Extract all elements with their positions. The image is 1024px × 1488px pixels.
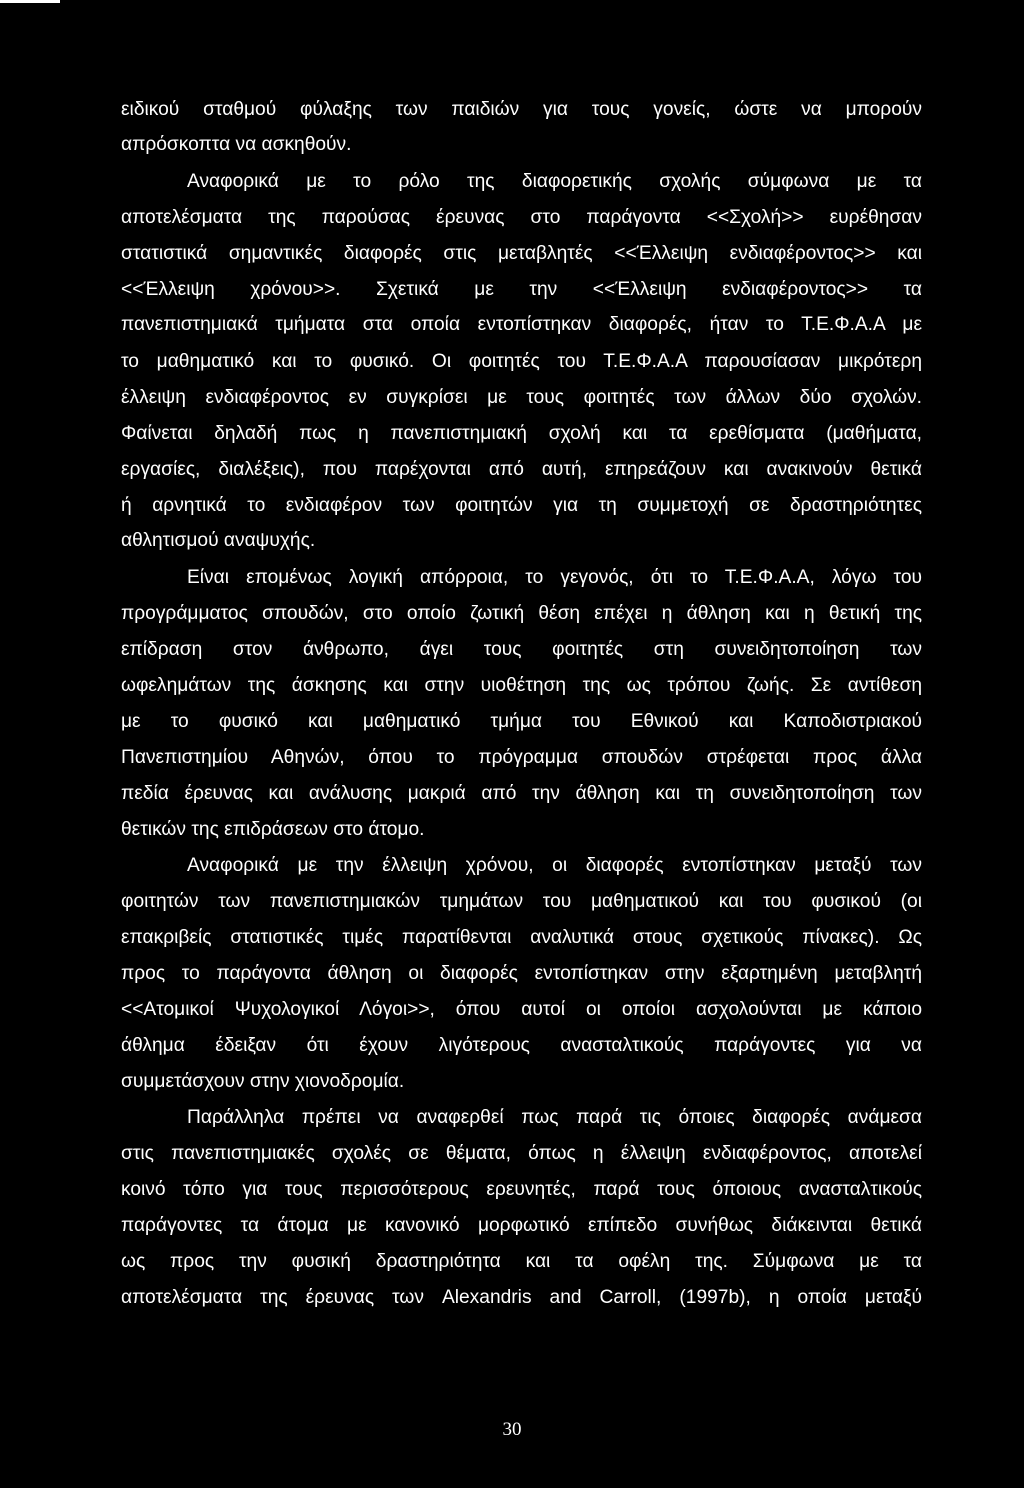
text-line: αποτελέσματα της έρευνας των Alexandris and Carroll, (1997b), η οποία μεταξύ bbox=[121, 1287, 922, 1308]
text-line: πεδία έρευνας και ανάλυσης μακριά από την άθληση και τη συνειδητοποίηση των bbox=[121, 783, 922, 804]
scan-edge-mark bbox=[0, 0, 60, 3]
text-line: ειδικού σταθμού φύλαξης των παιδιών για τους γονείς, ώστε να μπορούν bbox=[121, 99, 922, 120]
text-line: πανεπιστημιακά τμήματα στα οποία εντοπίστηκαν διαφορές, ήταν το Τ.Ε.Φ.Α.Α με bbox=[121, 314, 922, 335]
text-line: ωφελημάτων της άσκησης και στην υιοθέτηση της ως τρόπου ζωής. Σε αντίθεση bbox=[121, 675, 922, 696]
text-line: <<Ατομικοί Ψυχολογικοί Λόγοι>>, όπου αυτοί οι οποίοι ασχολούνται με κάποιο bbox=[121, 999, 922, 1020]
text-line: θετικών της επιδράσεων στο άτομο. bbox=[121, 819, 425, 840]
text-line: αθλητισμού αναψυχής. bbox=[121, 530, 316, 551]
text-line: Αναφορικά με το ρόλο της διαφορετικής σχολής σύμφωνα με τα bbox=[187, 171, 922, 192]
text-line: Φαίνεται δηλαδή πως η πανεπιστημιακή σχολή και τα ερεθίσματα (μαθήματα, bbox=[121, 423, 922, 444]
text-line: αποτελέσματα της παρούσας έρευνας στο παράγοντα <<Σχολή>> ευρέθησαν bbox=[121, 207, 922, 228]
text-line: προς το παράγοντα άθληση οι διαφορές εντοπίστηκαν στην εξαρτημένη μεταβλητή bbox=[121, 963, 922, 984]
text-line: το μαθηματικό και το φυσικό. Οι φοιτητές του Τ.Ε.Φ.Α.Α παρουσίασαν μικρότερη bbox=[121, 351, 922, 372]
text-line: παράγοντες τα άτομα με κανονικό μορφωτικό επίπεδο συνήθως διάκεινται θετικά bbox=[121, 1215, 922, 1236]
page-number: 30 bbox=[502, 1419, 522, 1440]
text-line: Είναι επομένως λογική απόρροια, το γεγονός, ότι το Τ.Ε.Φ.Α.Α, λόγω του bbox=[187, 567, 922, 588]
text-line: εργασίες, διαλέξεις), που παρέχονται από αυτή, επηρεάζουν και ανακινούν θετικά bbox=[121, 459, 922, 480]
text-line: συμμετάσχουν στην χιονοδρομία. bbox=[121, 1071, 405, 1092]
text-line: άθλημα έδειξαν ότι έχουν λιγότερους ανασταλτικούς παράγοντες για να bbox=[121, 1035, 922, 1056]
text-line: ως προς την φυσική δραστηριότητα και τα οφέλη της. Σύμφωνα με τα bbox=[121, 1251, 922, 1272]
text-line: φοιτητών των πανεπιστημιακών τμημάτων του μαθηματικού και του φυσικού (οι bbox=[121, 891, 922, 912]
text-line: με το φυσικό και μαθηματικό τμήμα του Εθνικού και Καποδιστριακού bbox=[121, 711, 922, 732]
text-line: στατιστικά σημαντικές διαφορές στις μεταβλητές <<Έλλειψη ενδιαφέροντος>> και bbox=[121, 243, 922, 264]
text-line: Παράλληλα πρέπει να αναφερθεί πως παρά τις όποιες διαφορές ανάμεσα bbox=[187, 1107, 922, 1128]
text-line: απρόσκοπτα να ασκηθούν. bbox=[121, 134, 352, 155]
text-line: στις πανεπιστημιακές σχολές σε θέματα, όπως η έλλειψη ενδιαφέροντος, αποτελεί bbox=[121, 1143, 922, 1164]
text-line: επακριβείς στατιστικές τιμές παρατίθενται αναλυτικά στους σχετικούς πίνακες). Ως bbox=[121, 927, 922, 948]
text-line: Αναφορικά με την έλλειψη χρόνου, οι διαφορές εντοπίστηκαν μεταξύ των bbox=[187, 855, 922, 876]
text-line: <<Έλλειψη χρόνου>>. Σχετικά με την <<Έλλειψη ενδιαφέροντος>> τα bbox=[121, 279, 922, 300]
text-line: ή αρνητικά το ενδιαφέρον των φοιτητών για τη συμμετοχή σε δραστηριότητες bbox=[121, 495, 922, 516]
text-line: Πανεπιστημίου Αθηνών, όπου το πρόγραμμα σπουδών στρέφεται προς άλλα bbox=[121, 747, 922, 768]
text-line: επίδραση στον άνθρωπο, άγει τους φοιτητές στη συνειδητοποίηση των bbox=[121, 639, 922, 660]
text-line: κοινό τόπο για τους περισσότερους ερευνητές, παρά τους όποιους ανασταλτικούς bbox=[121, 1179, 922, 1200]
text-line: προγράμματος σπουδών, στο οποίο ζωτική θέση επέχει η άθληση και η θετική της bbox=[121, 603, 922, 624]
text-line: έλλειψη ενδιαφέροντος εν συγκρίσει με τους φοιτητές των άλλων δύο σχολών. bbox=[121, 387, 922, 408]
